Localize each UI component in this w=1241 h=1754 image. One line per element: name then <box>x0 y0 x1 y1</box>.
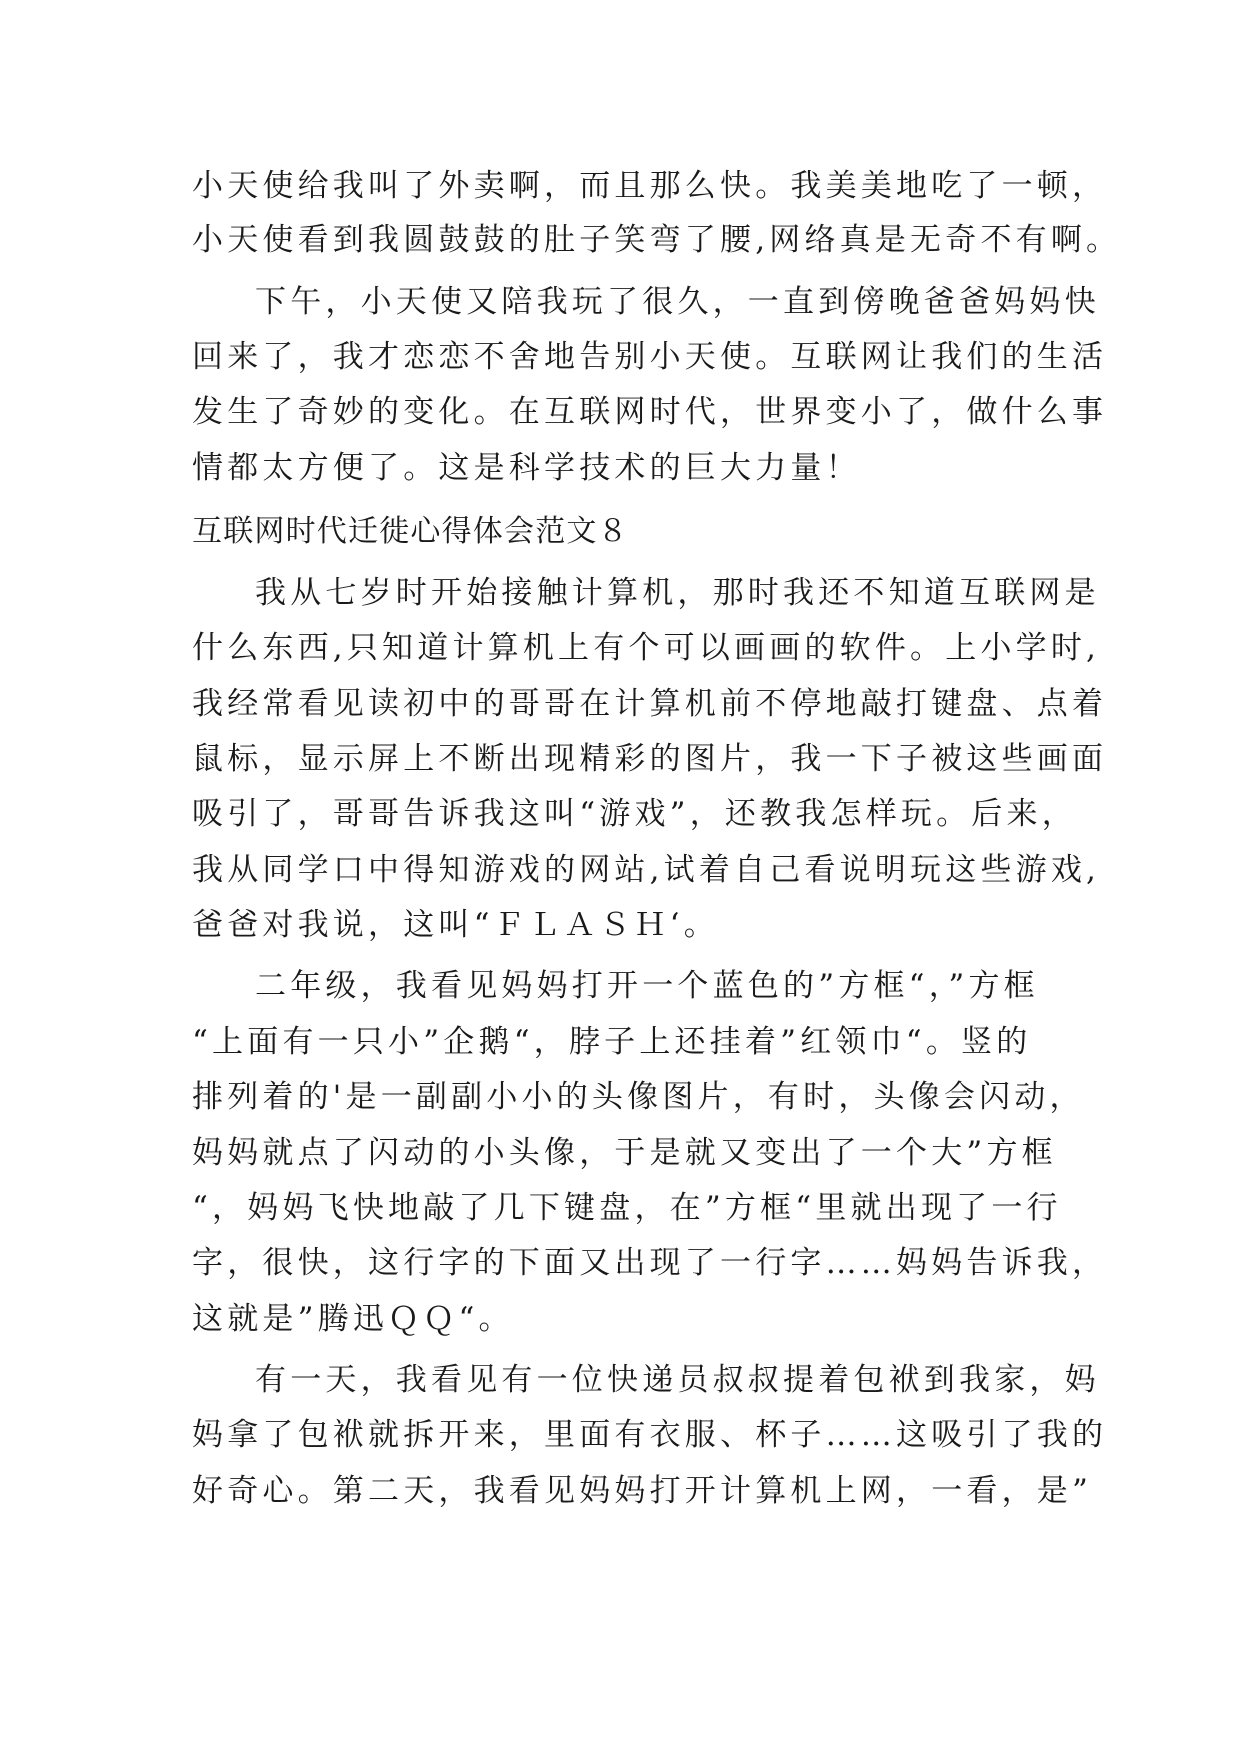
text-line: 妈拿了包袱就拆开来，里面有衣服、杯子……这吸引了我的 <box>192 1417 1108 1453</box>
text-line: 发生了奇妙的变化。在互联网时代，世界变小了，做什么事 <box>192 394 1108 430</box>
text-line: “上面有一只小”企鹅“，脖子上还挂着”红领巾“。竖的 <box>192 1024 1032 1060</box>
text-line: 什么东西,只知道计算机上有个可以画画的软件。上小学时, <box>192 630 1101 666</box>
text-line: 回来了，我才恋恋不舍地告别小天使。互联网让我们的生活 <box>192 339 1108 375</box>
paragraph-start-line: 下午，小天使又陪我玩了很久，一直到傍晚爸爸妈妈快 <box>255 284 1100 320</box>
paragraph-start-line: 我从七岁时开始接触计算机，那时我还不知道互联网是 <box>255 575 1100 611</box>
text-line: 排列着的'是一副副小小的头像图片，有时，头像会闪动， <box>192 1079 1085 1115</box>
section-heading: 互联网时代迁徙心得体会范文８ <box>192 514 629 549</box>
text-line: 字，很快，这行字的下面又出现了一行字……妈妈告诉我， <box>192 1245 1108 1281</box>
text-line: 小天使给我叫了外卖啊，而且那么快。我美美地吃了一顿， <box>192 168 1108 204</box>
text-line: 好奇心。第二天，我看见妈妈打开计算机上网，一看，是” <box>192 1473 1093 1509</box>
text-line: 我经常看见读初中的哥哥在计算机前不停地敲打键盘、点着 <box>192 686 1108 722</box>
paragraph-start-line: 有一天，我看见有一位快递员叔叔提着包袱到我家，妈 <box>255 1362 1100 1398</box>
text-line: 情都太方便了。这是科学技术的巨大力量！ <box>192 450 861 486</box>
text-line: 鼠标，显示屏上不断出现精彩的图片，我一下子被这些画面 <box>192 741 1108 777</box>
text-line: 妈妈就点了闪动的小头像，于是就又变出了一个大”方框 <box>192 1135 1057 1171</box>
text-line: 小天使看到我圆鼓鼓的肚子笑弯了腰,网络真是无奇不有啊。 <box>192 222 1122 258</box>
text-line: 我从同学口中得知游戏的网站,试着自己看说明玩这些游戏, <box>192 852 1101 888</box>
paragraph-start-line: 二年级，我看见妈妈打开一个蓝色的”方框“，”方框 <box>255 968 1039 1004</box>
text-line: 爸爸对我说，这叫“ＦＬＡＳＨ‘。 <box>192 907 719 943</box>
text-line: 这就是”腾迅ＱＱ“。 <box>192 1301 514 1337</box>
text-line: 吸引了，哥哥告诉我这叫“游戏”，还教我怎样玩。后来， <box>192 796 1077 832</box>
text-line: “，妈妈飞快地敲了几下键盘，在”方框“里就出现了一行 <box>192 1190 1062 1226</box>
